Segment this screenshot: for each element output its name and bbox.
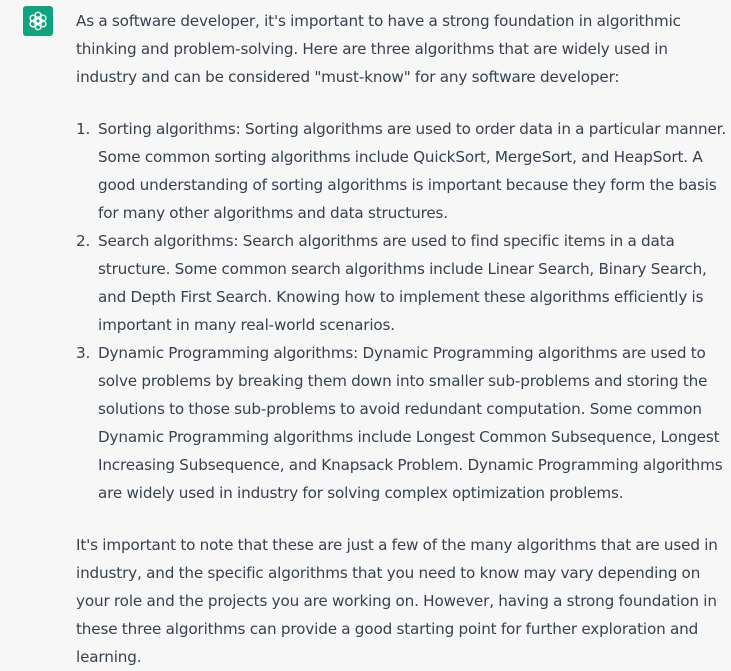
list-item-number: 2. — [76, 232, 91, 250]
list-item — [76, 115, 728, 227]
list-item-number: 1. — [76, 120, 91, 138]
list-item — [76, 339, 728, 507]
list-item — [76, 227, 728, 339]
list-item-number: 3. — [76, 344, 91, 362]
assistant-message — [76, 7, 728, 671]
list-item-text: Dynamic Programming algorithms: Dynamic Programming algorithms are used to solve problems by breaking them down into smaller sub-problems and storing the solutions to those sub-problems to avoid redundant computation. Some common Dynamic Programming algorithms include Longest Common Subsequence, Longest Increasing Subsequence, and Knapsack Problem. Dynamic Programming algorithms are widely used in industry for solving complex optimization problems. — [98, 344, 723, 502]
message-conclusion: It's important to note that these are just a few of the many algorithms that are used in industry, and the specific algorithms that you need to know may vary depending on your role and the projects you are working on. However, having a strong foundation in these three algorithms can provide a good starting point for further exploration and learning. — [76, 536, 718, 666]
assistant-avatar — [23, 6, 53, 36]
list-item-text: Sorting algorithms: Sorting algorithms are used to order data in a particular manner. Some common sorting algorithms include QuickSort, MergeSort, and HeapSort. A good understanding of sorting algorithms is important because they form the basis for many other algorithms and data structures. — [98, 120, 727, 222]
message-intro: As a software developer, it's important to have a strong foundation in algorithmic thinking and problem-solving. Here are three algorithms that are widely used in industry and can be considered "must-know" for any software developer: — [76, 12, 681, 86]
list-item-text: Search algorithms: Search algorithms are used to find specific items in a data structure. Some common search algorithms include Linear Search, Binary Search, and Depth First Search. Knowing how to implement these algorithms efficiently is important in many real-world scenarios. — [98, 232, 707, 334]
openai-logo-icon — [27, 10, 49, 32]
algorithm-list — [76, 115, 728, 507]
